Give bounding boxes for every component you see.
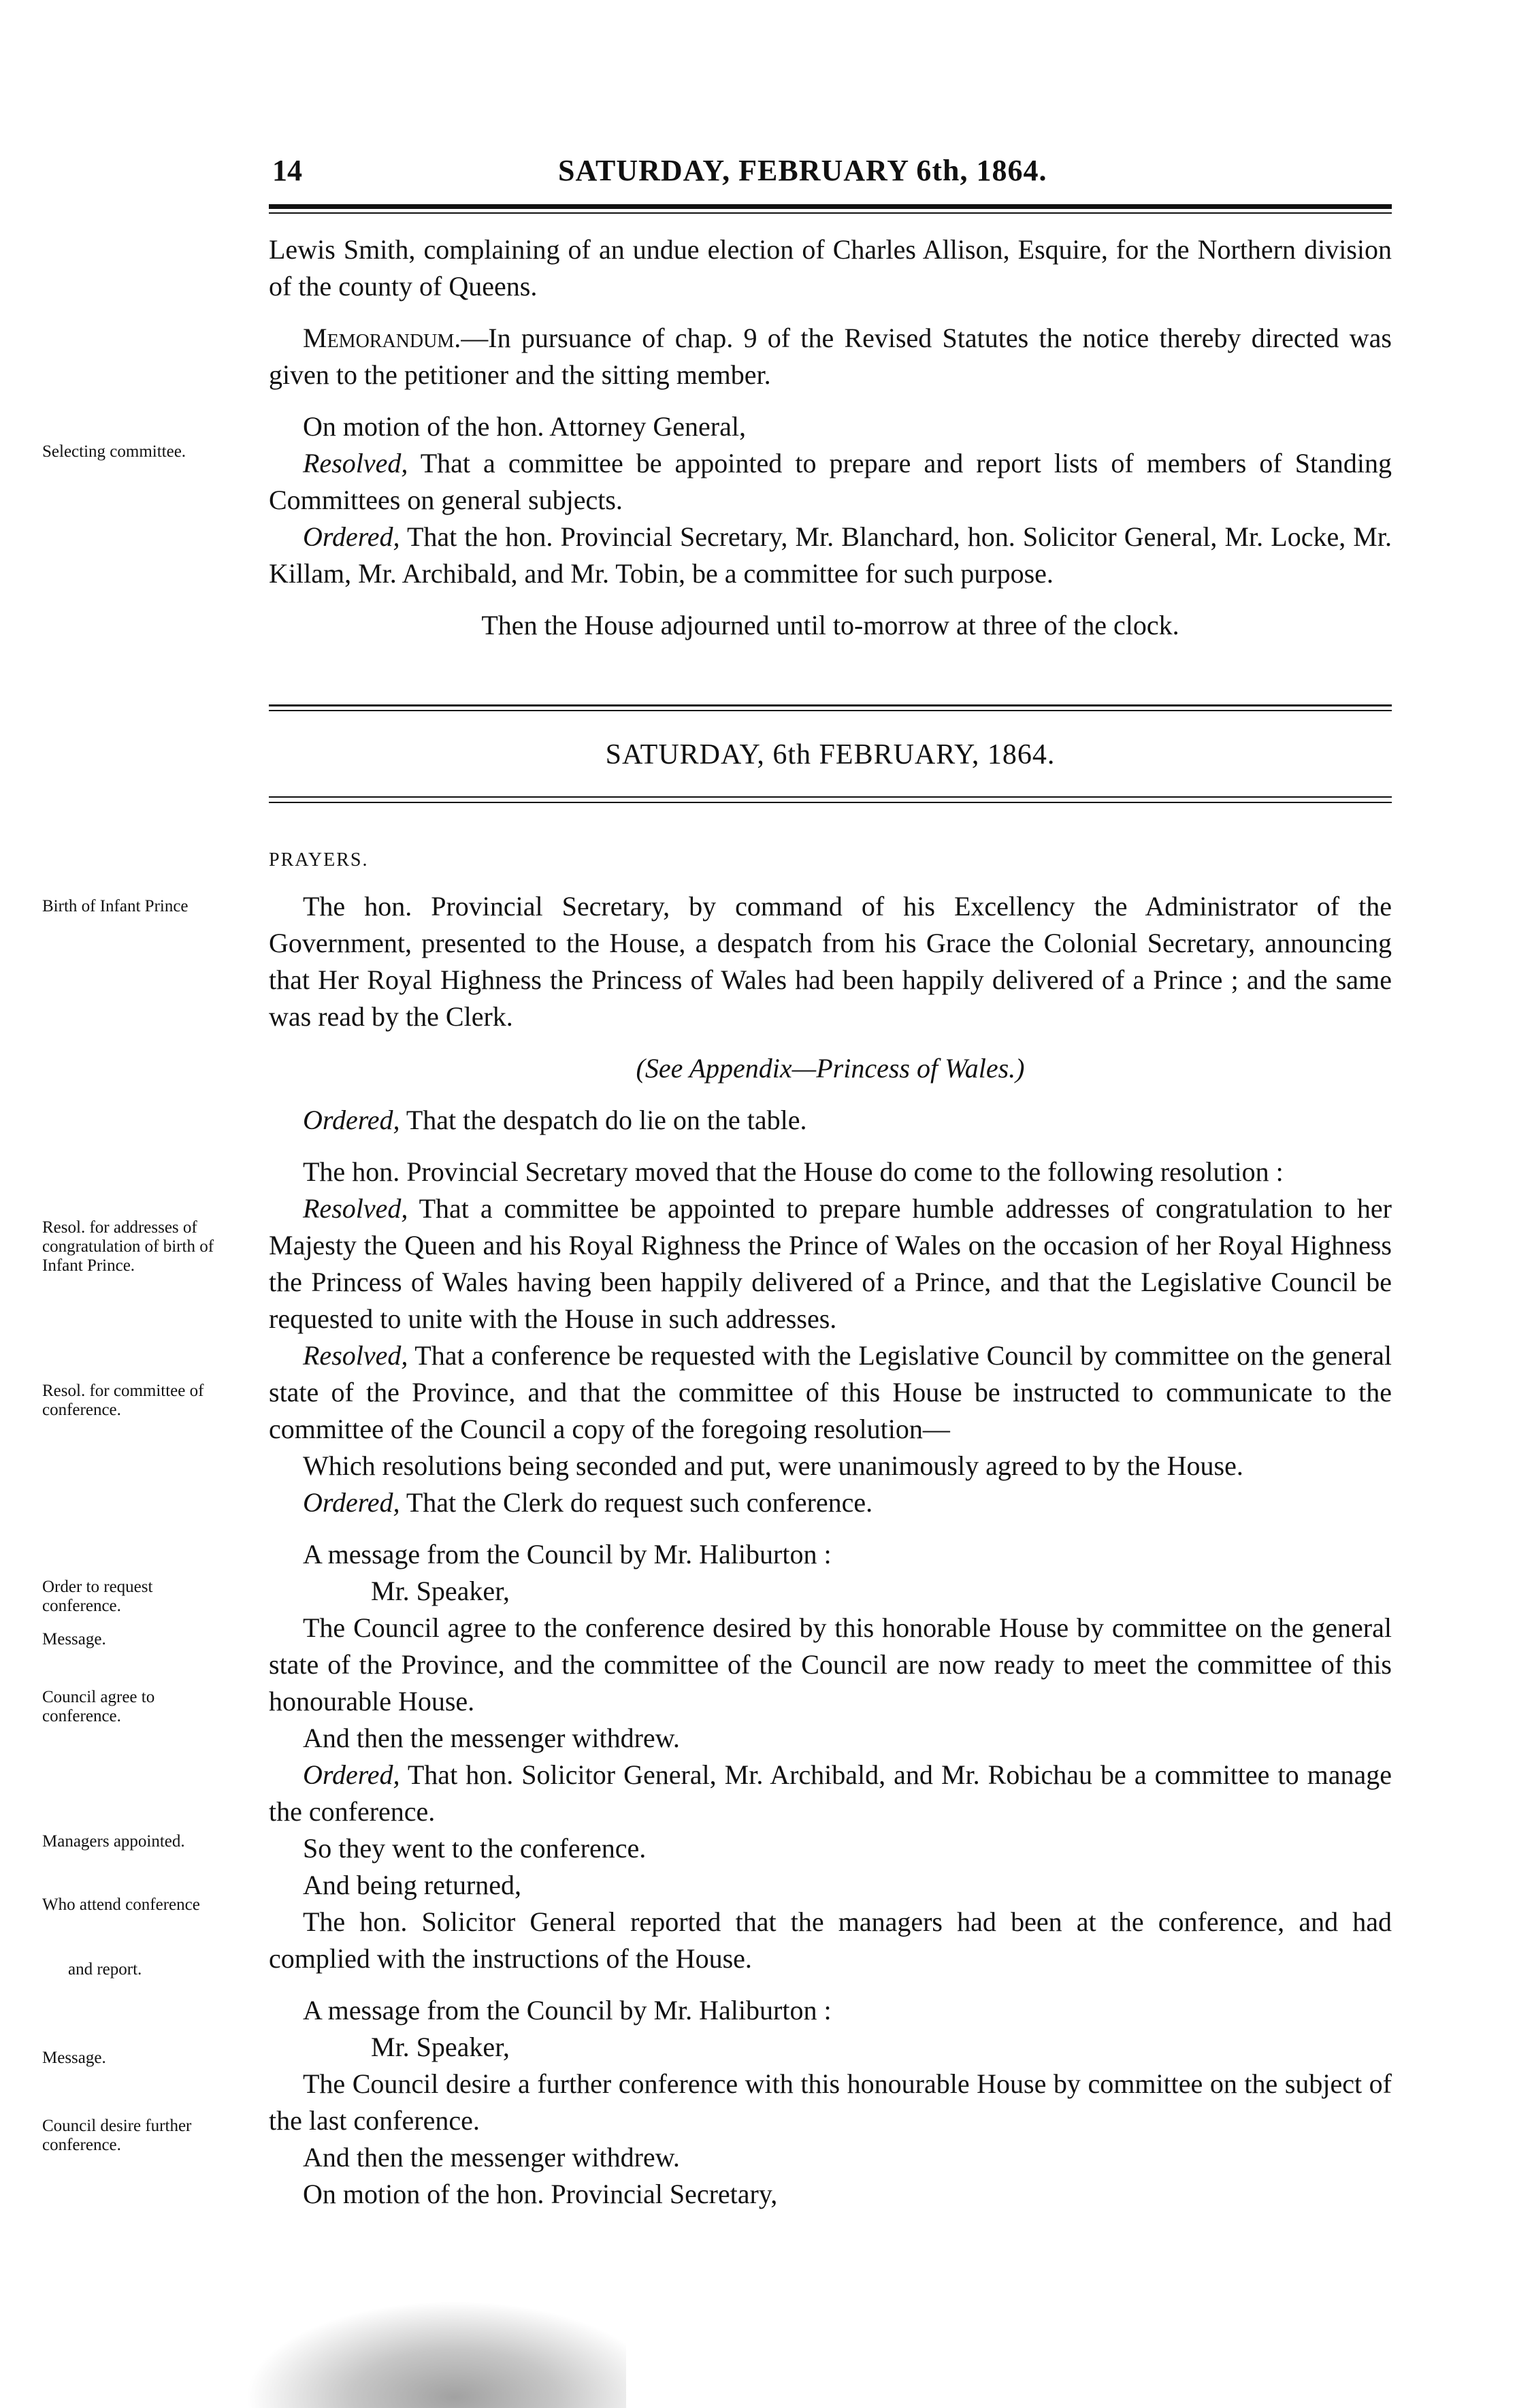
section-rule-top-1 [269,704,1392,706]
margin-note-resol-addresses: Resol. for addresses of congratulation of birth of Infant Prince. [42,1218,214,1275]
main-text-block [269,888,1392,2213]
order-paragraph: Ordered, That the hon. Provincial Secretary, Mr. Blanchard, hon. Solicitor General, Mr. Locke, Mr. Killam, Mr. Archibald, and Mr. Tobin, be a committee for such purpose. [269,521,1392,589]
section-rule-bottom-2 [269,802,1392,803]
paragraph: The hon. Provincial Secretary, by command of his Excellency the Administrator of the Government, presented to the House, a despatch from his Grace the Colonial Secretary, announcing that Her Royal Highness the Princess of Wales had been happily delivered of a Prince ; and the same was read by the Clerk. [269,891,1392,1032]
paragraph: A message from the Council by Mr. Haliburton : [303,1995,832,2025]
margin-note-resol-conference: Resol. for committee of conference. [42,1382,204,1419]
margin-note-council-desire: Council desire further conference. [42,2117,192,2154]
running-title: SATURDAY, FEBRUARY 6th, 1864. [558,154,1047,187]
top-text-block [269,231,1392,644]
salutation: Mr. Speaker, [371,2032,510,2062]
margin-note-message-2: Message. [42,2049,106,2067]
paragraph: The Council desire a further conference with this honourable House by committee on the subject of the last conference. [269,2068,1392,2136]
paragraph: Which resolutions being seconded and put, were unanimously agreed to by the House. [303,1450,1243,1481]
resolution-paragraph: Resolved, That a committee be appointed to prepare and report lists of members of Standing Committees on general subjects. [269,448,1392,515]
paragraph: On motion of the hon. Provincial Secretary, [303,2179,778,2209]
appendix-reference: (See Appendix—Princess of Wales.) [636,1053,1025,1084]
margin-note-selecting: Selecting committee. [42,442,186,461]
paragraph: A message from the Council by Mr. Haliburton : [303,1539,832,1569]
margin-note-message-1: Message. [42,1630,106,1648]
scan-smudge [245,2300,626,2408]
paragraph: The hon. Provincial Secretary moved that the House do come to the following resolution : [303,1156,1284,1187]
margin-note-order-request: Order to request conference. [42,1578,153,1615]
margin-note-and-report: and report. [68,1960,142,1979]
resolution-paragraph: Resolved, That a committee be appointed to prepare humble addresses of congratulation to her Majesty the Queen and his Royal Righness the Prince of Wales on the occasion of her Royal Highness the Princess of Wales having been happily delivered of a Prince, and that the Legislative Council be requested to unite with the House in such addresses. [269,1193,1392,1334]
prayers-heading: PRAYERS. [269,849,369,871]
order-paragraph: Ordered, That the Clerk do request such conference. [303,1487,873,1518]
page-header [272,153,1402,194]
paragraph: And then the messenger withdrew. [303,2142,680,2173]
margin-note-who-attend: Who attend conference [42,1896,200,1914]
paragraph: So they went to the conference. [303,1833,647,1864]
salutation: Mr. Speaker, [371,1576,510,1606]
paragraph: The hon. Solicitor General reported that the managers had been at the conference, and had complied with the instructions of the House. [269,1906,1392,1974]
section-rule-bottom-1 [269,796,1392,798]
memorandum-label: Memorandum. [303,323,461,353]
memorandum-paragraph: Memorandum.—In pursuance of chap. 9 of the Revised Statutes the notice thereby directed was given to the petitioner and the sitting member. [269,323,1392,390]
margin-note-council-agree: Council agree to conference. [42,1688,155,1725]
paragraph: Lewis Smith, complaining of an undue election of Charles Allison, Esquire, for the Northern division of the county of Queens. [269,234,1392,302]
paragraph: On motion of the hon. Attorney General, [303,411,746,442]
paragraph: And being returned, [303,1870,522,1900]
resolution-paragraph: Resolved, That a conference be requested with the Legislative Council by committee on the general state of the Province, and that the committee of this House be instructed to communicate to the committee of the Council a copy of the foregoing resolution— [269,1340,1392,1444]
paragraph: The Council agree to the conference desired by this honorable House by committee on the general state of the Province, and the committee of the Council are now ready to meet the committee of this honourable House. [269,1612,1392,1716]
order-paragraph: Ordered, That hon. Solicitor General, Mr. Archibald, and Mr. Robichau be a committee to manage the conference. [269,1759,1392,1827]
margin-note-managers: Managers appointed. [42,1832,185,1851]
paragraph: And then the messenger withdrew. [303,1723,680,1753]
adjournment-line: Then the House adjourned until to-morrow at three of the clock. [481,610,1179,640]
page-number: 14 [272,154,302,187]
section-title: SATURDAY, 6th FEBRUARY, 1864. [605,739,1056,770]
header-rule-thin [269,212,1392,214]
section-rule-top-2 [269,710,1392,711]
margin-note-birth: Birth of Infant Prince [42,897,189,915]
header-rule-thick [269,204,1392,209]
order-paragraph: Ordered, That the despatch do lie on the table. [303,1105,807,1135]
